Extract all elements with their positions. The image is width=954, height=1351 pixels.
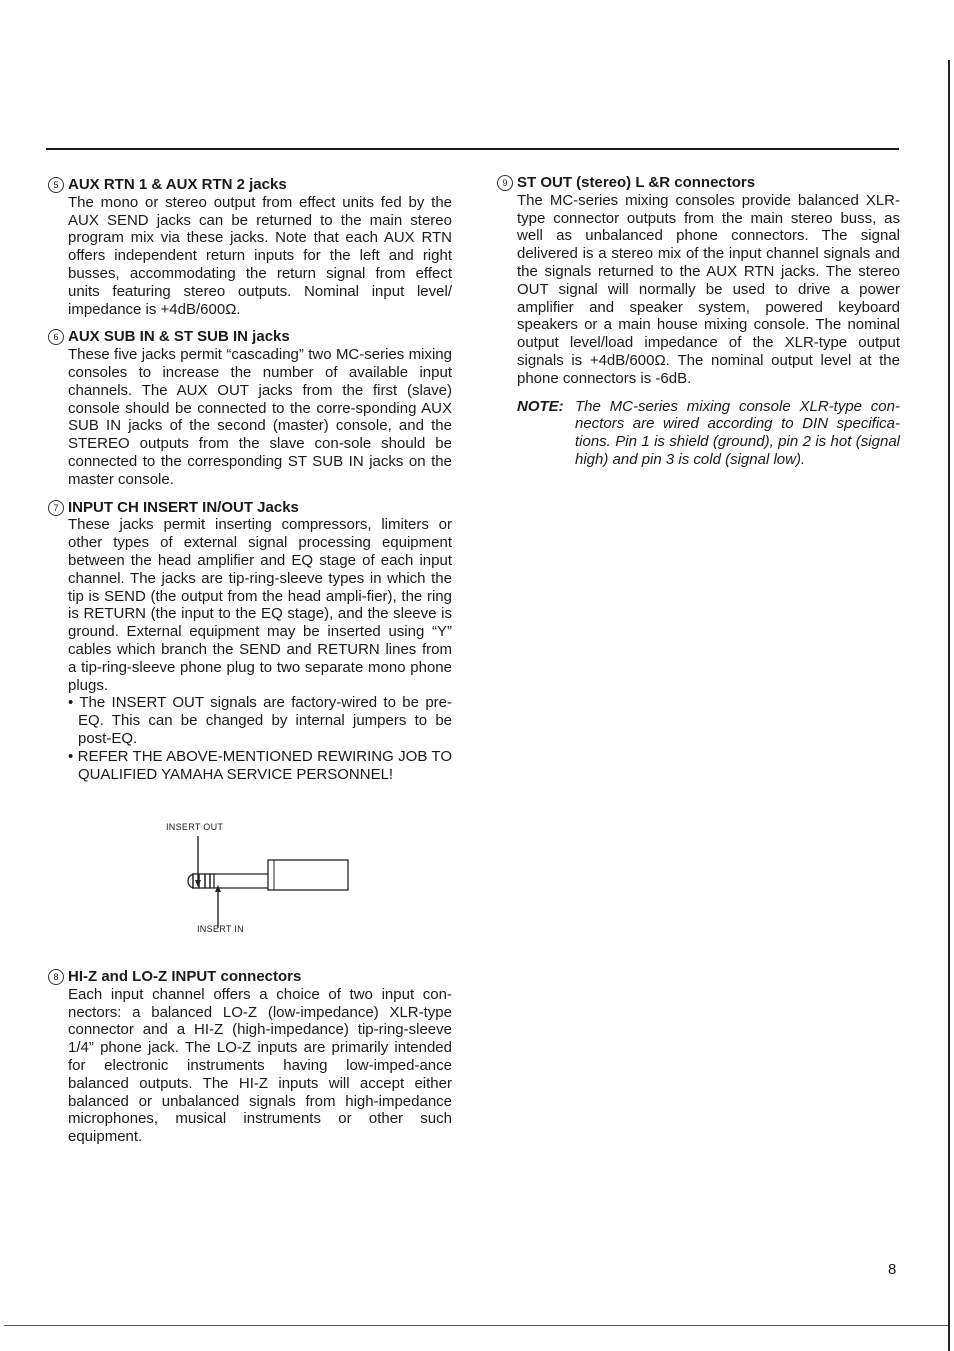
- bullet-item: • The INSERT OUT signals are factory-wired to be pre-EQ. This can be changed by internal jumpers to be post-EQ.: [68, 694, 452, 747]
- section-title: AUX SUB IN & ST SUB IN jacks: [68, 328, 290, 346]
- trs-plug-icon: [160, 832, 360, 936]
- section-title: ST OUT (stereo) L &R connectors: [517, 174, 756, 191]
- section-number-badge: 5: [48, 177, 64, 193]
- section-body: Each input channel offers a choice of two input con-nectors: a balanced LO-Z (low-impedance) XLR-type connector and a HI-Z (high-impedance) tip-ring-sleeve 1/4” phone jack. The LO-Z inputs are primarily intended for electronic instruments having low-imped-ance balanced outputs. The HI-Z inputs will accept either balanced or unbalanced signals from high-impedance microphones, musical instruments or other such equipment.: [68, 985, 452, 1146]
- section-aux-sub-in: [48, 328, 452, 488]
- section-aux-rtn: [48, 176, 452, 318]
- section-st-out: [497, 174, 900, 469]
- diagram-label-insert-out: INSERT OUT: [166, 822, 224, 832]
- note-block: [497, 398, 900, 469]
- section-title: AUX RTN 1 & AUX RTN 2 jacks: [68, 176, 287, 193]
- section-insert-jacks: [48, 499, 452, 784]
- right-column: [497, 174, 900, 469]
- section-body: These jacks permit inserting compressors, limiters or other types of external signal processing equipment between the head amplifier and EQ stage of each input channel. The jacks are tip-ring-sleeve types in which the tip is SEND (the output from the head ampli-fier), the ring is RETURN (the input to the EQ stage), and the sleeve is ground. External equipment may be inserted using “Y” cables which branch the SEND and RETURN lines from a tip-ring-sleeve phone plug to two separate mono phone plugs.: [68, 516, 452, 694]
- section-number-badge: 9: [497, 175, 513, 191]
- left-column: [48, 176, 452, 783]
- note-text: The MC-series mixing console XLR-type con-nectors are wired according to DIN specifica-tions. Pin 1 is shield (ground), pin 2 is hot (signal high) and pin 3 is cold (signal low).: [575, 397, 900, 468]
- section-number-badge: 7: [48, 500, 64, 516]
- phone-plug-diagram: [160, 818, 360, 940]
- section-body: The mono or stereo output from effect units fed by the AUX SEND jacks can be returned to the main stereo program mix via these jacks. Note that each AUX RTN offers independent return inputs for the left and right busses, accommodating the return signal from effect units featuring stereo outputs. Nominal input level/ impedance is +4dB/600Ω.: [68, 193, 452, 318]
- section-title: INPUT CH INSERT IN/OUT Jacks: [68, 498, 299, 516]
- bullet-item: • REFER THE ABOVE-MENTIONED REWIRING JOB TO QUALIFIED YAMAHA SERVICE PERSONNEL!: [68, 747, 452, 783]
- page-number: 8: [888, 1261, 897, 1278]
- diagram-label-insert-in: INSERT IN: [197, 924, 244, 934]
- section-number-badge: 6: [48, 329, 64, 345]
- section-title: HI-Z and LO-Z INPUT connectors: [68, 968, 302, 985]
- section-body: These five jacks permit “cascading” two MC-series mixing consoles to increase the number of available input channels. The AUX OUT jacks from the first (slave) console should be connected to the corre-sponding AUX SUB IN jacks of the second (master) console, and the STEREO outputs from the slave con-sole should be connected to the corresponding ST SUB IN jacks on the master console.: [68, 346, 452, 488]
- note-label: NOTE:: [517, 397, 564, 415]
- page-edge: [948, 60, 950, 1351]
- bottom-rule: [4, 1325, 948, 1326]
- top-rule: [46, 148, 899, 150]
- section-number-badge: 8: [48, 969, 64, 985]
- section-hi-lo-z: [48, 968, 452, 1146]
- section-body: The MC-series mixing consoles provide balanced XLR-type connector outputs from the main stereo buss, as well as unbalanced phone connectors. The signal delivered is a stereo mix of the input channel signals and the signals returned to the AUX RTN jacks. The stereo OUT signal will normally be used to drive a power amplifier and speaker system, powered keyboard speakers or a main house mixing console. The nominal output level/load impedance of the XLR-type output signals is +4dB/600Ω. The nominal output level at the phone connectors is -6dB.: [517, 191, 900, 387]
